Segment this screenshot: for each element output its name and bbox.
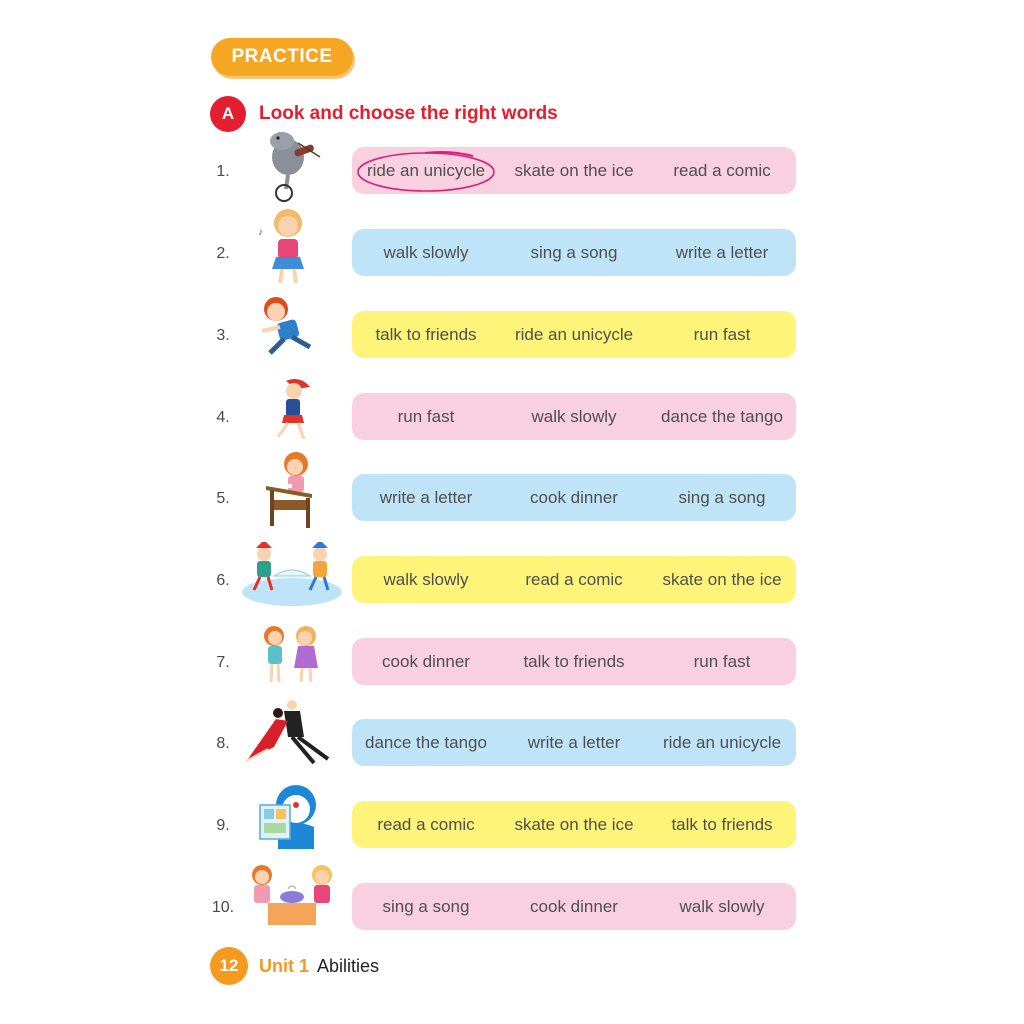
item-number: 8. — [216, 735, 230, 752]
exercise-row — [0, 703, 1024, 783]
kids-ice-skating-icon — [240, 542, 344, 613]
option-walk-slowly[interactable]: walk slowly — [531, 406, 617, 426]
girl-writing-desk-icon — [262, 450, 318, 537]
exercise-row — [0, 131, 1024, 211]
option-cook-dinner[interactable]: cook dinner — [530, 487, 618, 507]
option-sing-a-song[interactable]: sing a song — [530, 242, 618, 262]
answer-options-bar — [352, 474, 796, 521]
item-number: 1. — [216, 163, 230, 180]
option-cook-dinner[interactable]: cook dinner — [382, 651, 470, 671]
option-dance-the-tango[interactable]: dance the tango — [661, 406, 783, 426]
section-title: Look and choose the right words — [259, 103, 558, 124]
answer-options-bar — [352, 556, 796, 603]
option-sing-a-song[interactable]: sing a song — [382, 896, 470, 916]
option-run-fast[interactable]: run fast — [693, 651, 751, 671]
option-walk-slowly[interactable]: walk slowly — [383, 569, 469, 589]
couple-tango-icon — [244, 697, 334, 774]
option-cook-dinner[interactable]: cook dinner — [530, 896, 618, 916]
answer-options-bar — [352, 801, 796, 848]
option-ride-an-unicycle[interactable]: ride an unicycle — [514, 324, 634, 344]
item-number: 7. — [216, 654, 230, 671]
item-number: 9. — [216, 817, 230, 834]
two-girls-talking-icon — [258, 622, 324, 693]
answer-options-bar — [352, 147, 796, 194]
section-header — [210, 96, 558, 132]
section-badge: A — [210, 96, 246, 132]
exercise-row — [0, 213, 1024, 293]
girls-cooking-icon — [244, 863, 340, 934]
exercise-row — [0, 295, 1024, 375]
unit-label: Unit 1 — [259, 955, 310, 976]
page-footer — [210, 947, 379, 985]
option-talk-to-friends[interactable]: talk to friends — [523, 651, 625, 671]
answer-options-bar — [352, 883, 796, 930]
option-run-fast[interactable]: run fast — [397, 406, 455, 426]
option-write-a-letter[interactable]: write a letter — [675, 242, 769, 262]
option-dance-the-tango[interactable]: dance the tango — [365, 732, 487, 752]
exercise-row — [0, 867, 1024, 947]
answer-options-bar — [352, 393, 796, 440]
girl-singing-icon — [254, 205, 320, 292]
item-number: 2. — [216, 245, 230, 262]
option-skate-on-the-ice[interactable]: skate on the ice — [514, 814, 634, 834]
child-walking-icon — [266, 377, 316, 448]
practice-label: PRACTICE — [211, 38, 353, 76]
unit-title: Abilities — [317, 955, 380, 976]
option-walk-slowly[interactable]: walk slowly — [383, 242, 469, 262]
reading-comic-icon — [258, 783, 320, 860]
exercise-row — [0, 785, 1024, 865]
answer-options-bar — [352, 229, 796, 276]
item-number: 4. — [216, 409, 230, 426]
option-walk-slowly[interactable]: walk slowly — [679, 896, 765, 916]
option-ride-an-unicycle[interactable]: ride an unicycle — [352, 161, 500, 181]
answer-options-bar — [352, 311, 796, 358]
option-ride-an-unicycle[interactable]: ride an unicycle — [662, 732, 782, 752]
hippo-violin-unicycle-icon — [262, 131, 322, 208]
exercise-row — [0, 458, 1024, 538]
option-read-a-comic[interactable]: read a comic — [377, 814, 475, 834]
item-number: 5. — [216, 490, 230, 507]
svg-text:♪: ♪ — [258, 227, 263, 238]
exercise-row — [0, 622, 1024, 702]
answer-options-bar — [352, 719, 796, 766]
option-read-a-comic[interactable]: read a comic — [525, 569, 623, 589]
option-run-fast[interactable]: run fast — [693, 324, 751, 344]
answer-options-bar — [352, 638, 796, 685]
item-number: 3. — [216, 327, 230, 344]
option-skate-on-the-ice[interactable]: skate on the ice — [514, 160, 634, 180]
option-sing-a-song[interactable]: sing a song — [678, 487, 766, 507]
item-number: 10. — [211, 899, 235, 916]
option-write-a-letter[interactable]: write a letter — [379, 487, 473, 507]
option-talk-to-friends[interactable]: talk to friends — [671, 814, 773, 834]
page-number-badge: 12 — [210, 947, 248, 985]
exercise-row — [0, 540, 1024, 620]
item-number: 6. — [216, 572, 230, 589]
option-skate-on-the-ice[interactable]: skate on the ice — [662, 569, 782, 589]
option-talk-to-friends[interactable]: talk to friends — [375, 324, 477, 344]
exercise-row — [0, 377, 1024, 457]
boy-running-icon — [252, 295, 322, 366]
option-write-a-letter[interactable]: write a letter — [527, 732, 621, 752]
option-read-a-comic[interactable]: read a comic — [673, 160, 771, 180]
